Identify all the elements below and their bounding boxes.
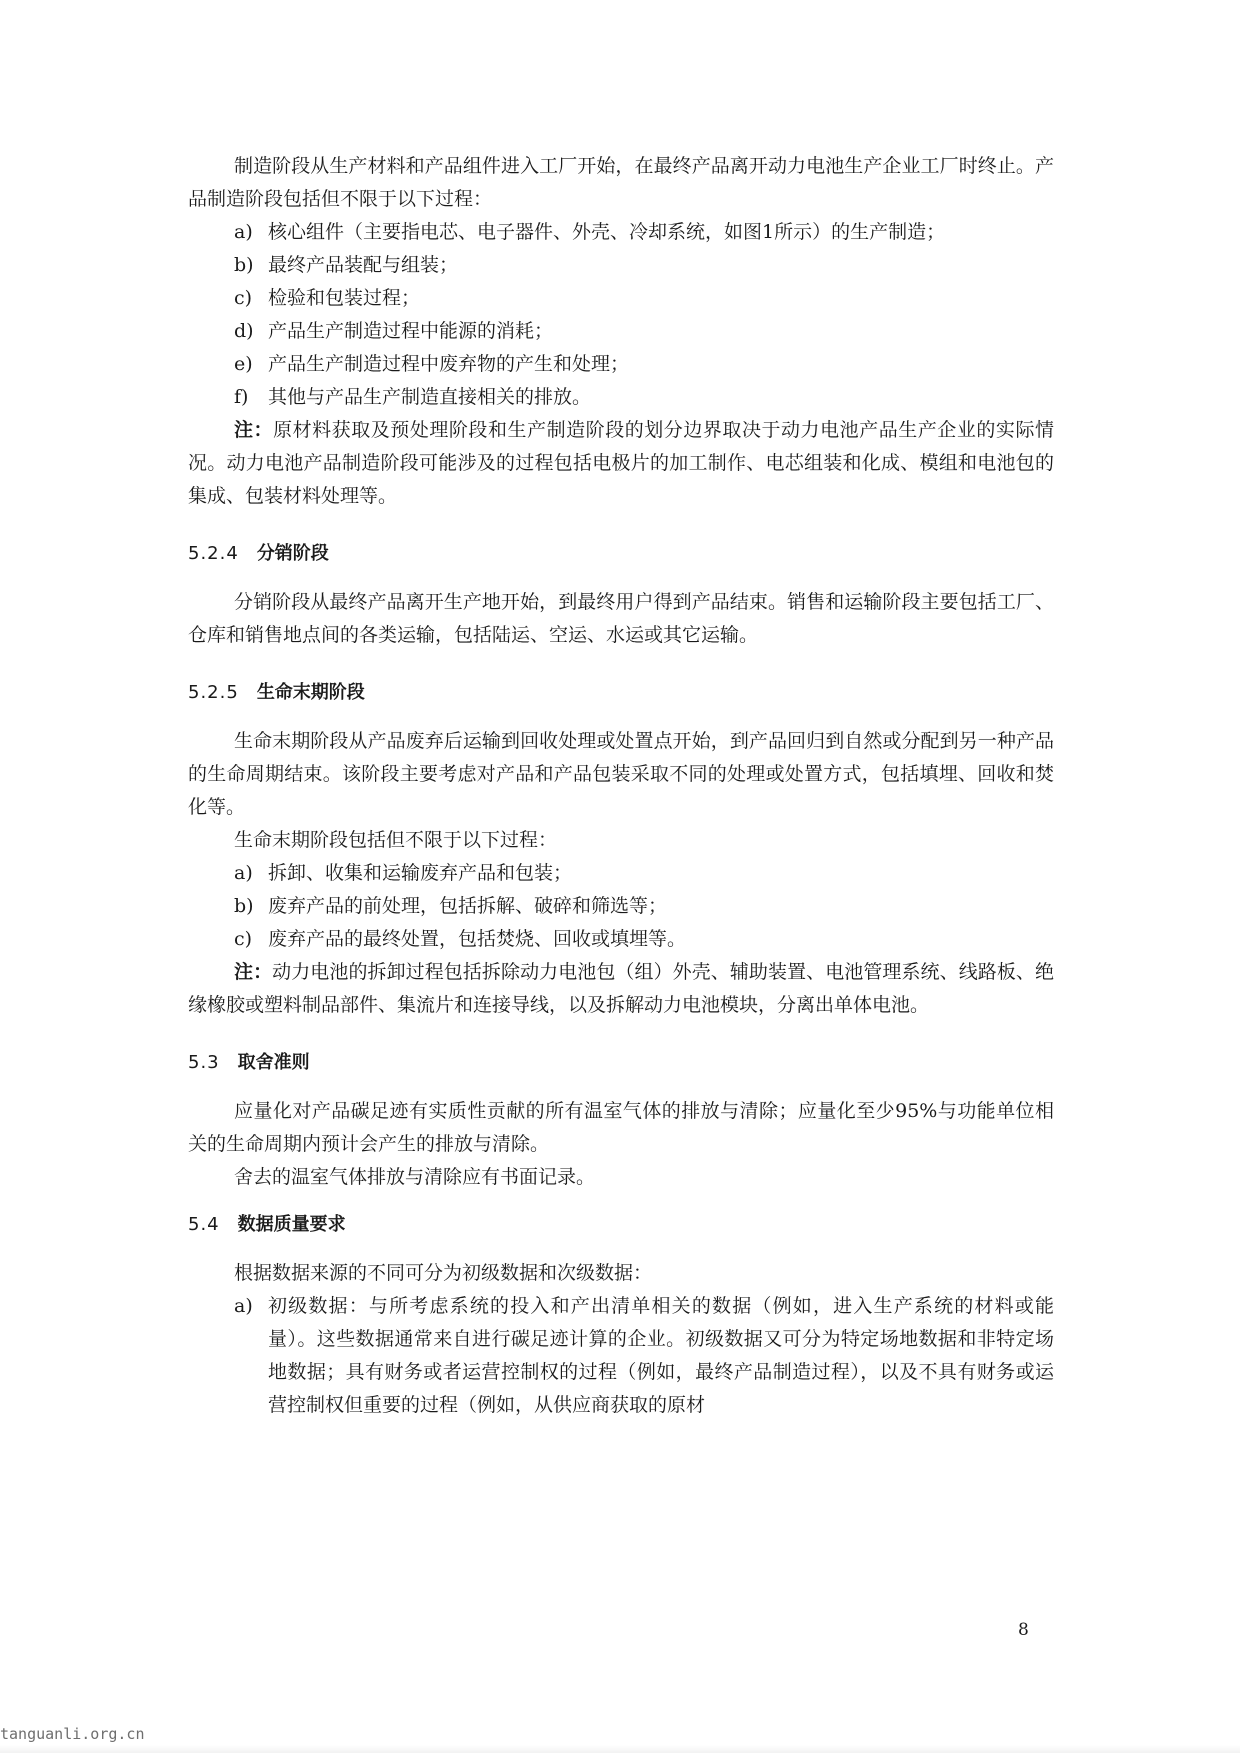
list-item [188, 857, 1054, 890]
list-item [188, 890, 1054, 923]
list-text: 核心组件（主要指电芯、电子器件、外壳、冷却系统，如图1所示）的生产制造； [268, 221, 946, 243]
section-heading-5-2-4 [188, 537, 1054, 570]
section-number: 5.2.5 [188, 682, 239, 703]
end-of-life-body: 生命末期阶段从产品废弃后运输到回收处理或处置点开始，到产品回归到自然或分配到另一种产品的生命周期结束。该阶段主要考虑对产品和产品包装采取不同的处理或处置方式，包括填埋、回收和焚化等。 [188, 730, 1054, 818]
section-title: 分销阶段 [256, 543, 329, 564]
list-label: a) [234, 862, 253, 884]
section-heading-5-4 [188, 1208, 1054, 1241]
watermark: tanguanli.org.cn [0, 1725, 145, 1743]
manufacturing-intro: 制造阶段从生产材料和产品组件进入工厂开始，在最终产品离开动力电池生产企业工厂时终止。产品制造阶段包括但不限于以下过程： [188, 155, 1054, 210]
list-item [188, 1290, 1054, 1422]
list-text: 其他与产品生产制造直接相关的排放。 [268, 386, 592, 408]
list-item [188, 249, 1054, 282]
list-item [188, 348, 1054, 381]
end-of-life-note [188, 956, 1054, 1022]
section-number: 5.2.4 [188, 543, 239, 564]
list-text: 拆卸、收集和运输废弃产品和包装； [268, 862, 573, 884]
list-text: 废弃产品的前处理，包括拆解、破碎和筛选等； [268, 895, 668, 917]
list-text: 初级数据：与所考虑系统的投入和产出清单相关的数据（例如，进入生产系统的材料或能量）。这些数据通常来自进行碳足迹计算的企业。初级数据又可分为特定场地数据和非特定场地数据；具有财务或者运营控制权的过程（例如，最终产品制造过程），以及不具有财务或运营控制权但重要的过程（例如，从供应商获取的原材 [268, 1295, 1054, 1416]
end-of-life-intro: 生命末期阶段包括但不限于以下过程： [234, 829, 558, 851]
page-content [188, 150, 1054, 1422]
list-text: 最终产品装配与组装； [268, 254, 459, 276]
list-label: c) [234, 928, 253, 950]
list-item [188, 315, 1054, 348]
data-quality-intro: 根据数据来源的不同可分为初级数据和次级数据： [234, 1262, 653, 1284]
page-number: 8 [1018, 1620, 1029, 1640]
cutoff-body: 应量化对产品碳足迹有实质性贡献的所有温室气体的排放与清除；应量化至少95%与功能单位相关的生命周期内预计会产生的排放与清除。 [188, 1100, 1054, 1155]
note-label: 注： [234, 961, 273, 983]
section-title: 取舍准则 [237, 1052, 310, 1073]
list-label: c) [234, 287, 253, 309]
list-label: b) [234, 254, 254, 276]
section-title: 数据质量要求 [237, 1214, 346, 1235]
manufacturing-note [188, 414, 1054, 513]
distribution-body: 分销阶段从最终产品离开生产地开始，到最终用户得到产品结束。销售和运输阶段主要包括工厂、仓库和销售地点间的各类运输，包括陆运、空运、水运或其它运输。 [188, 591, 1054, 646]
list-label: e) [234, 353, 253, 375]
list-label: f) [234, 386, 249, 408]
note-text: 原材料获取及预处理阶段和生产制造阶段的划分边界取决于动力电池产品生产企业的实际情况。动力电池产品制造阶段可能涉及的过程包括电极片的加工制作、电芯组装和化成、模组和电池包的集成、包装材料处理等。 [188, 419, 1054, 507]
list-label: a) [234, 221, 253, 243]
list-text: 产品生产制造过程中废弃物的产生和处理； [268, 353, 630, 375]
note-text: 动力电池的拆卸过程包括拆除动力电池包（组）外壳、辅助装置、电池管理系统、线路板、绝缘橡胶或塑料制品部件、集流片和连接导线，以及拆解动力电池模块，分离出单体电池。 [188, 961, 1054, 1016]
section-title: 生命末期阶段 [256, 682, 365, 703]
section-heading-5-2-5 [188, 676, 1054, 709]
list-text: 废弃产品的最终处置，包括焚烧、回收或填埋等。 [268, 928, 687, 950]
list-label: b) [234, 895, 254, 917]
list-label: d) [234, 320, 254, 342]
list-text: 检验和包装过程； [268, 287, 421, 309]
cutoff-record: 舍去的温室气体排放与清除应有书面记录。 [234, 1166, 596, 1188]
list-item [188, 381, 1054, 414]
section-heading-5-3 [188, 1046, 1054, 1079]
list-item [188, 216, 1054, 249]
section-number: 5.4 [188, 1214, 220, 1235]
list-label: a) [234, 1295, 253, 1317]
note-label: 注： [234, 419, 274, 441]
bottom-edge [0, 1745, 1240, 1753]
section-number: 5.3 [188, 1052, 220, 1073]
list-item [188, 282, 1054, 315]
list-text: 产品生产制造过程中能源的消耗； [268, 320, 554, 342]
list-item [188, 923, 1054, 956]
